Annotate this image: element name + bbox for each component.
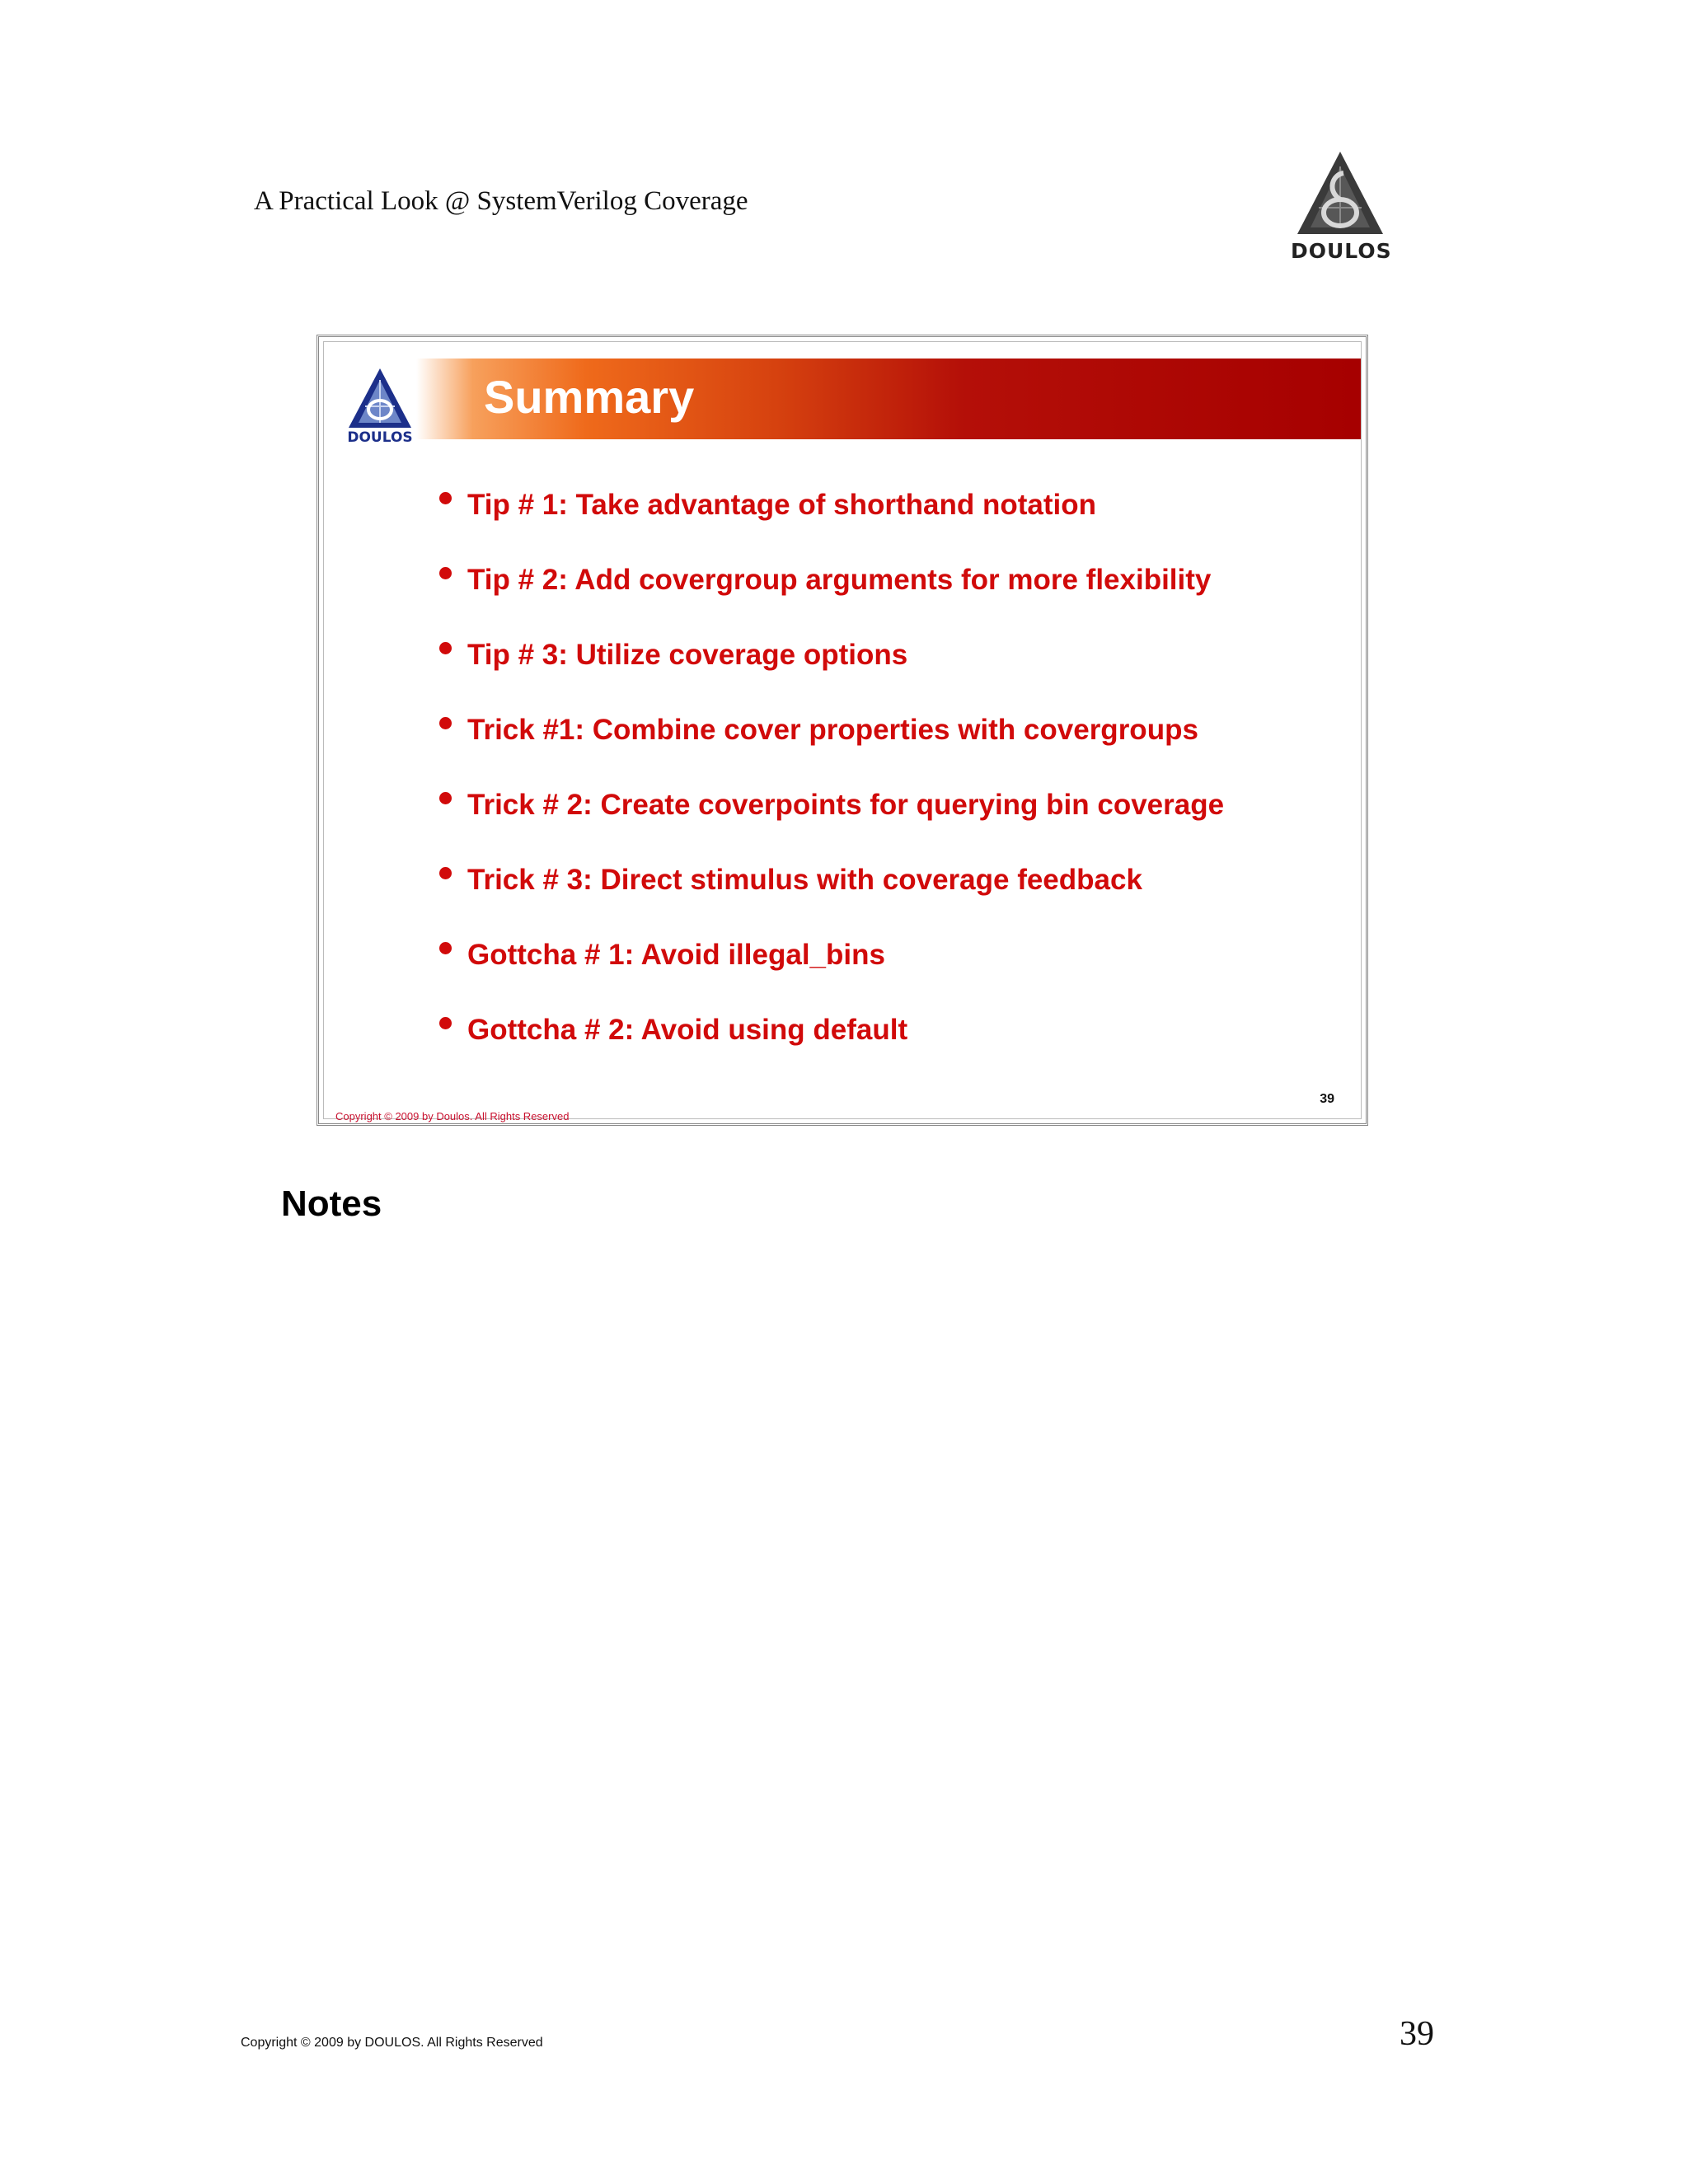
- slide-logo-text: DOULOS: [347, 429, 413, 446]
- list-item: Gottcha # 1: Avoid illegal_bins: [436, 937, 1224, 1012]
- list-item: Tip # 2: Add covergroup arguments for more flexibility: [436, 562, 1224, 637]
- slide-title-bar: [416, 359, 1361, 439]
- doulos-logo-icon: [1291, 148, 1390, 239]
- slide: [316, 335, 1368, 1126]
- list-item: Tip # 3: Utilize coverage options: [436, 637, 1224, 712]
- list-item: Tip # 1: Take advantage of shorthand notation: [436, 487, 1224, 562]
- notes-heading: Notes: [281, 1183, 382, 1224]
- list-item: Trick # 2: Create coverpoints for querying bin coverage: [436, 787, 1224, 862]
- slide-title: Summary: [484, 371, 695, 423]
- doulos-logo-text: DOULOS: [1291, 239, 1392, 263]
- footer-page-number: 39: [1400, 2015, 1434, 2053]
- doulos-logo: [1291, 148, 1390, 264]
- summary-list: [436, 487, 1224, 1087]
- slide-page-number: 39: [1320, 1092, 1334, 1106]
- slide-copyright: Copyright © 2009 by Doulos. All Rights Reserved: [335, 1110, 570, 1122]
- slide-frame: [323, 341, 1362, 1122]
- footer-copyright: Copyright © 2009 by DOULOS. All Rights Reserved: [241, 2036, 543, 2050]
- list-item: Trick # 3: Direct stimulus with coverage feedback: [436, 862, 1224, 937]
- list-item: Trick #1: Combine cover properties with covergroups: [436, 712, 1224, 787]
- list-item: Gottcha # 2: Avoid using default: [436, 1012, 1224, 1087]
- slide-logo-icon: [347, 367, 413, 429]
- slide-doulos-logo: [347, 367, 413, 446]
- document-header-title: A Practical Look @ SystemVerilog Coverage: [254, 186, 748, 216]
